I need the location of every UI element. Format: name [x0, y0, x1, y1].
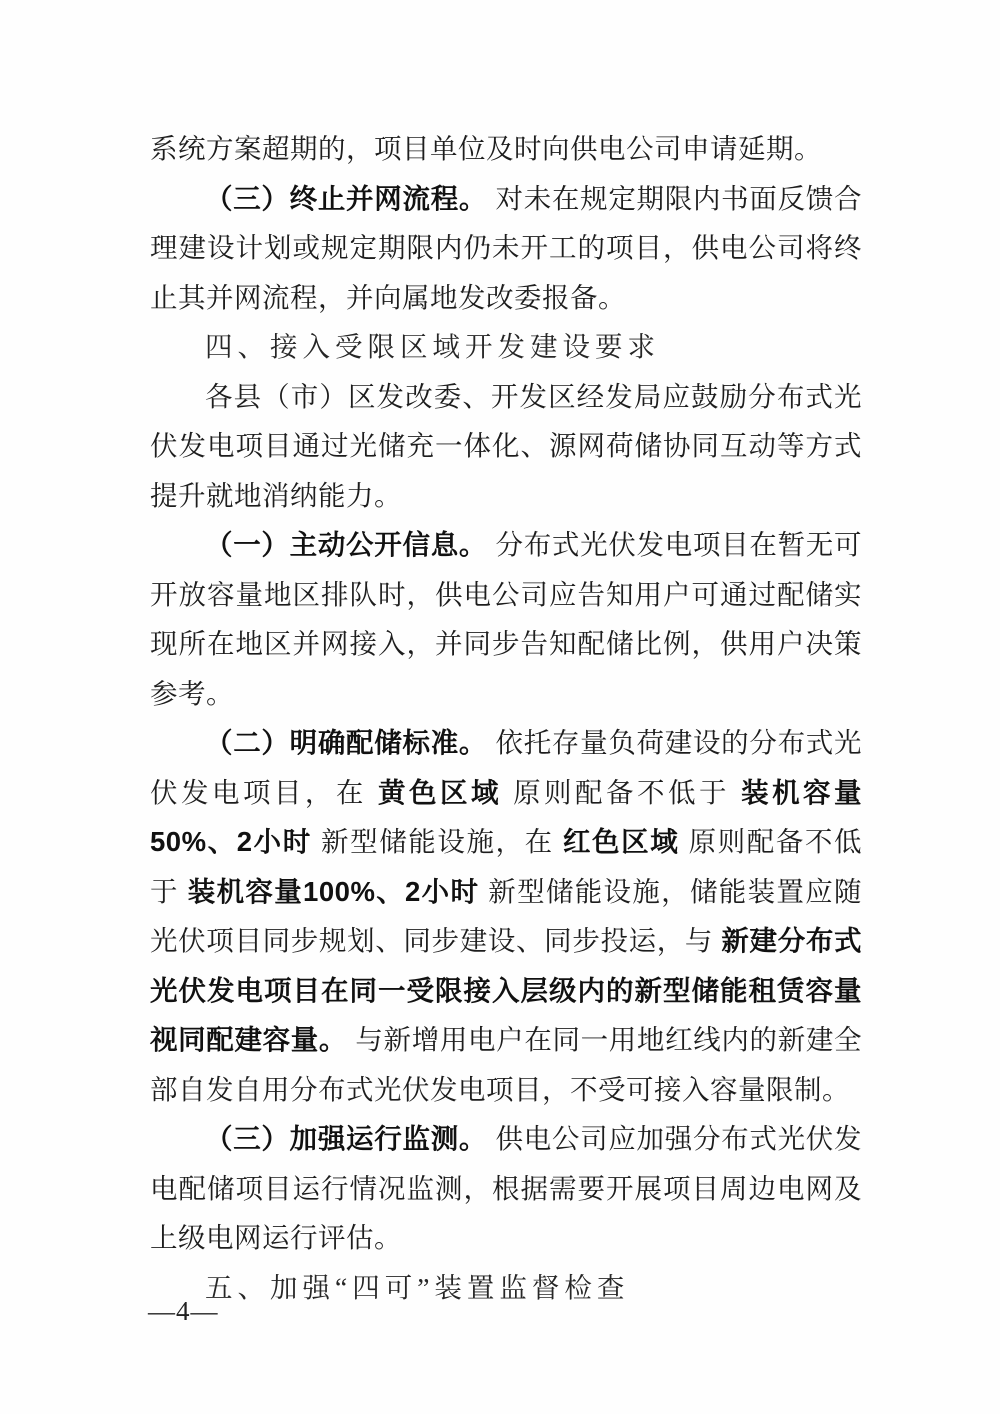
paragraph-item-1-public-info — [150, 520, 862, 718]
text-run: 对未在规定期限内书面反馈合理建设计划或规定期限内仍未开工的项目，供电公司将终止其并网流程，并向属地发改委报备。 — [150, 182, 863, 313]
paragraph-carryover — [150, 124, 862, 174]
text-run-bold: 黄色区域 — [378, 776, 502, 808]
paragraph-lead: （一）主动公开信息。 — [205, 529, 488, 560]
document-body — [150, 124, 862, 1312]
text-run-bold: 红色区域 — [562, 826, 680, 857]
text-run: 依托存量负荷建设的分布式光伏发电项目，在 — [150, 727, 863, 808]
paragraph-lead: （二）明确配储标准。 — [205, 727, 488, 758]
paragraph-item-2-storage-standard — [150, 718, 862, 1114]
text-run: 原则配备不低于 — [150, 826, 863, 907]
text-run-bold: 装机容量50%、2小时 — [150, 776, 863, 857]
text-run: 系统方案超期的，项目单位及时向供电公司申请延期。 — [150, 133, 822, 164]
paragraph-section4-intro — [150, 372, 862, 521]
text-run: 供电公司应加强分布式光伏发电配储项目运行情况监测，根据需要开展项目周边电网及上级电网运行评估。 — [150, 1123, 863, 1253]
text-run: 原则配备不低于 — [513, 776, 730, 808]
text-run: 与新增用电户在同一用地红线内的新建全部自发自用分布式光伏发电项目，不受可接入容量限制。 — [150, 1024, 863, 1105]
section-heading-4: 四、接入受限区域开发建设要求 — [205, 331, 660, 362]
text-run: 分布式光伏发电项目在暂无可开放容量地区排队时，供电公司应告知用户可通过配储实现所在地区并网接入，并同步告知配储比例，供用户决策参考。 — [150, 529, 863, 709]
paragraph-lead: （三）加强运行监测。 — [205, 1123, 488, 1154]
paragraph-item-3-terminate — [150, 174, 862, 323]
text-run: 新型储能设施，在 — [321, 826, 554, 857]
text-run-bold: 新建分布式光伏发电项目在同一受限接入层级内的新型储能租赁容量视同配建容量。 — [150, 925, 863, 1055]
page-number: —4— — [148, 1296, 219, 1326]
paragraph-lead: （三）终止并网流程。 — [205, 182, 488, 214]
section-heading-5: 五、加强“四可”装置监督检查 — [205, 1271, 630, 1303]
paragraph-item-3-monitoring — [150, 1114, 862, 1263]
text-run: 新型储能设施，储能装置应随光伏项目同步规划、同步建设、同步投运，与 — [150, 875, 863, 956]
text-run: 各县（市）区发改委、开发区经发局应鼓励分布式光伏发电项目通过光储充一体化、源网荷储协同互动等方式提升就地消纳能力。 — [150, 380, 862, 511]
text-run-bold: 装机容量100%、2小时 — [187, 875, 480, 907]
